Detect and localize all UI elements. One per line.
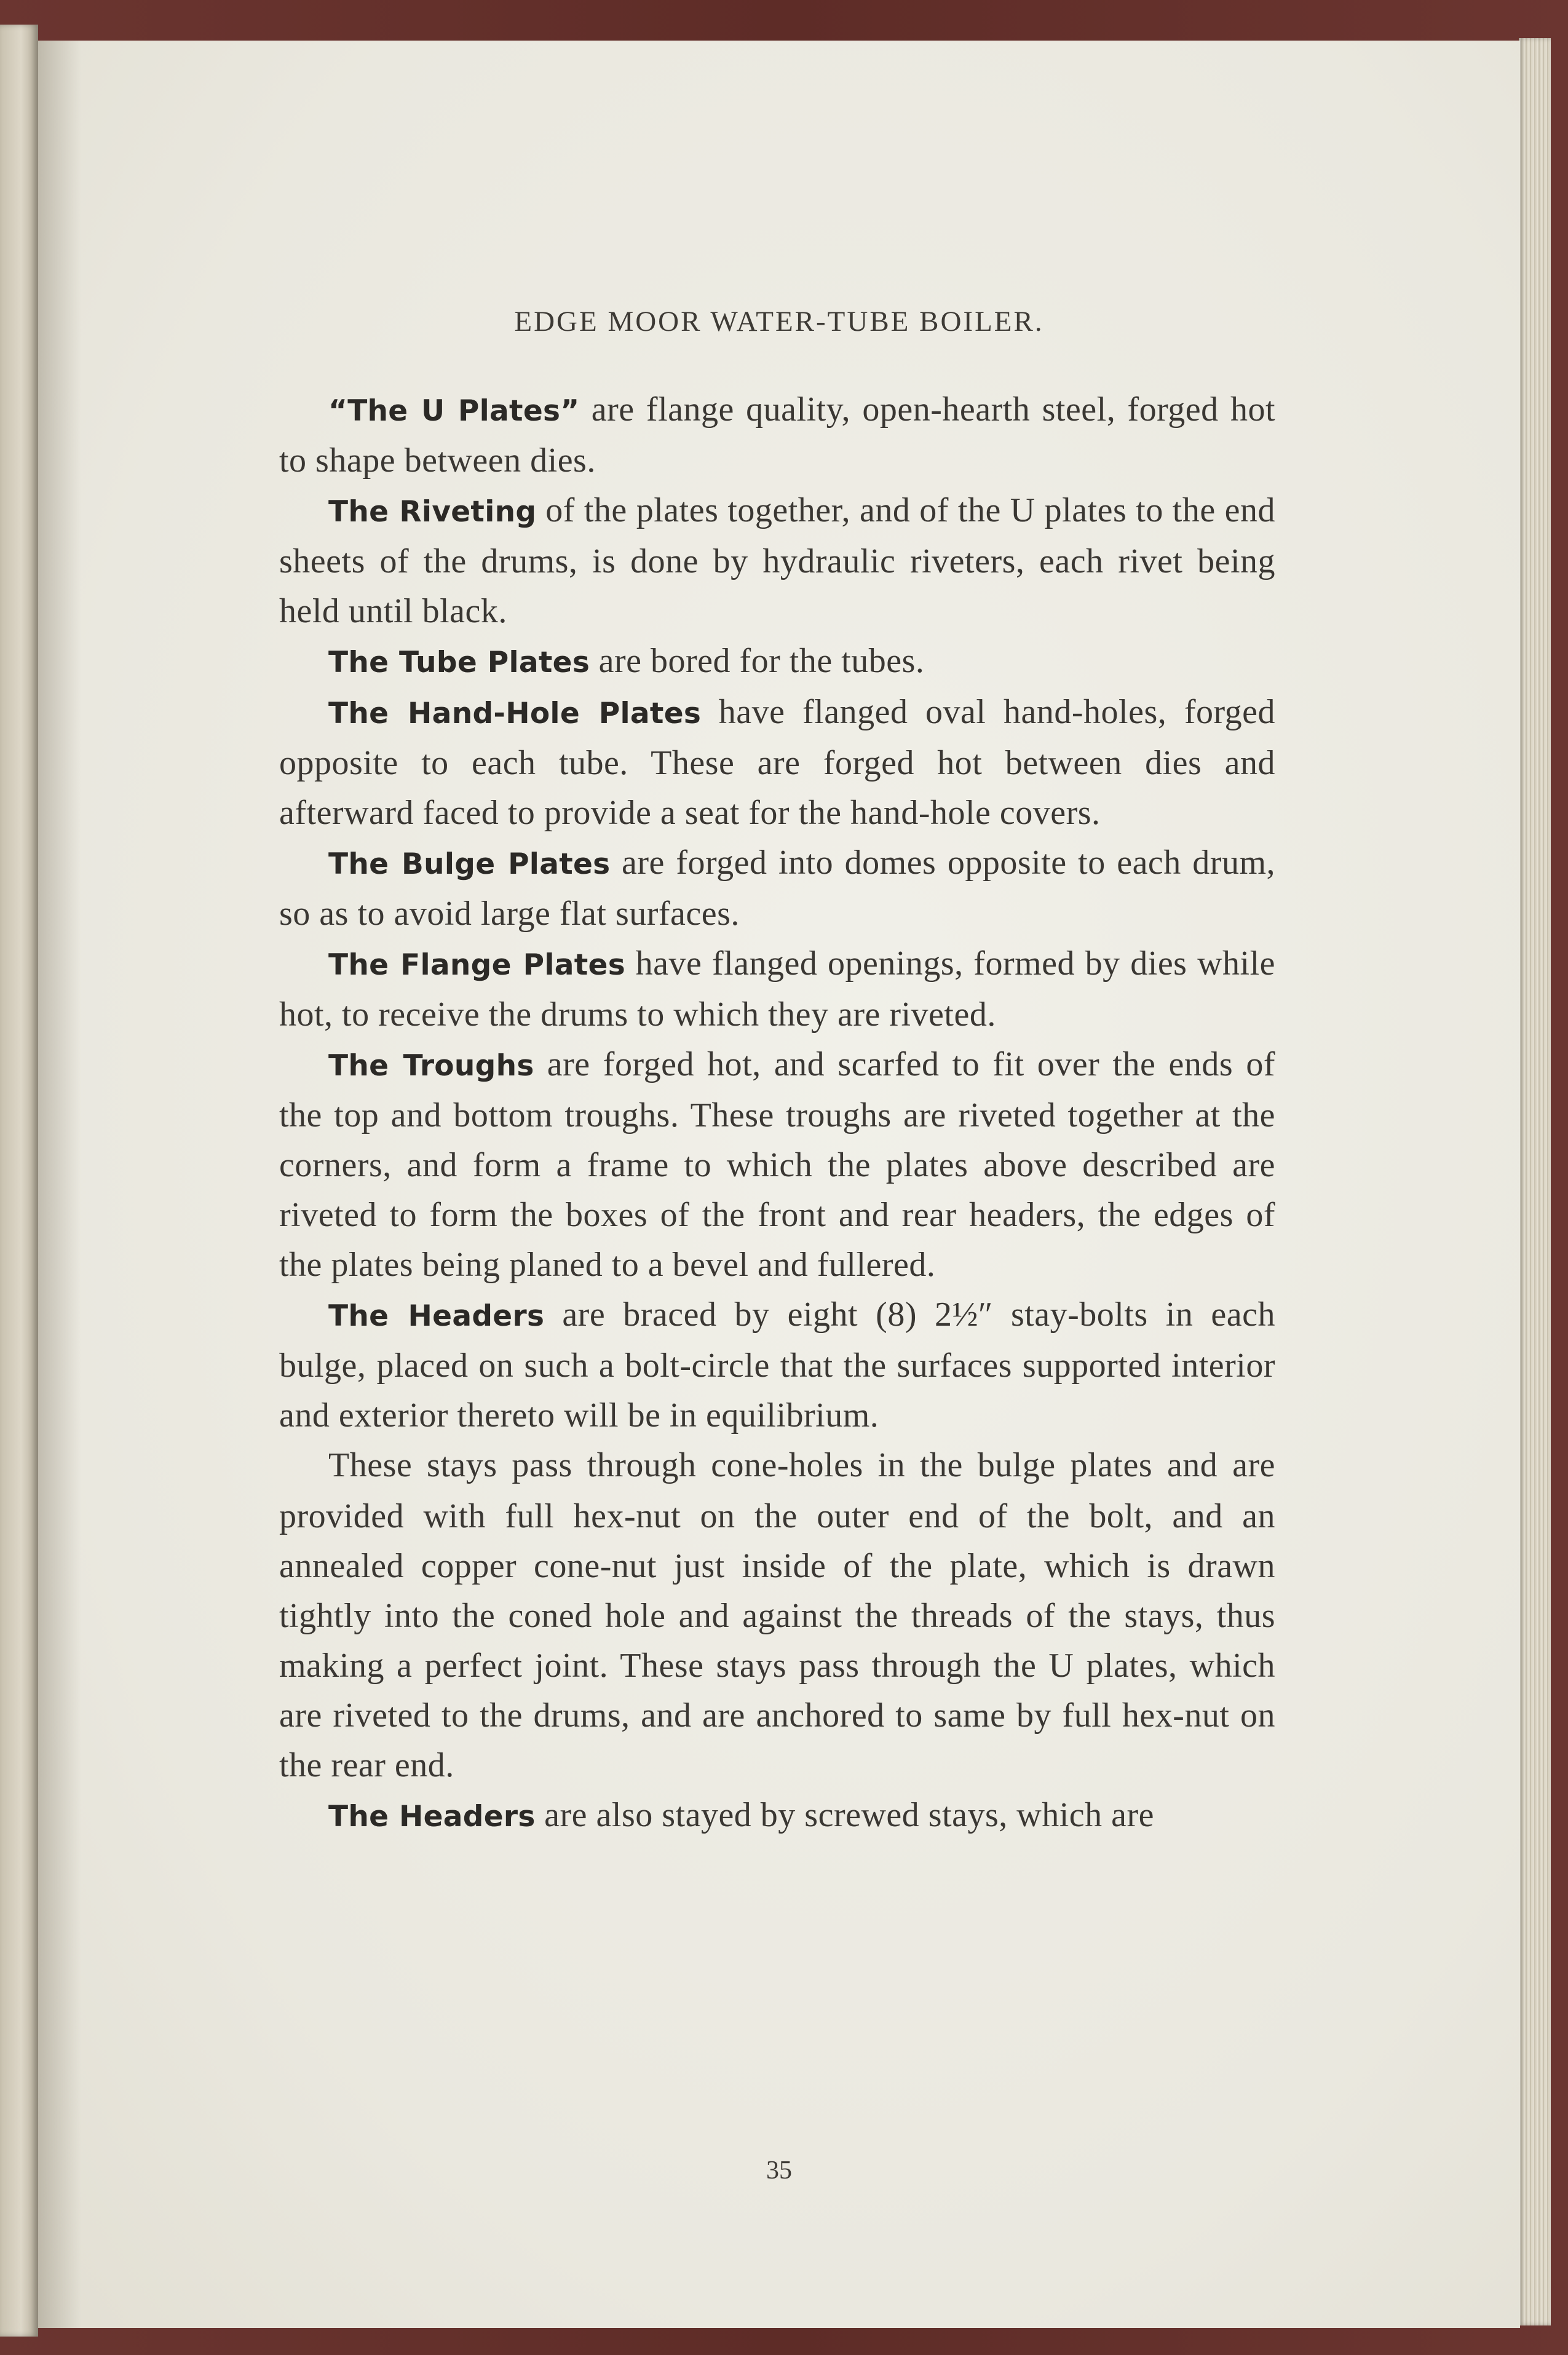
paragraph-riveting — [279, 486, 1275, 636]
paragraph-text: of the plates together, and of the U plates to the end sheets of the drums, is done by hydraulic riveters, each rivet being held until black. — [279, 491, 1275, 630]
paragraph-text: These stays pass through cone-holes in the bulge plates and are provided with full hex-nut on the outer end of the bolt, and an annealed copper cone-nut just inside of the plate, which is drawn tightly into the coned hole and against the threads of the stays, thus making a perfect joint. These stays pass through the U plates, which are riveted to the drums, and are anchored to same by full hex-nut on the rear end. — [279, 1446, 1275, 1784]
paragraph-bulge-plates — [279, 838, 1275, 939]
paragraph-lead: The Headers — [328, 1800, 536, 1834]
paragraph-lead: The Flange Plates — [328, 948, 625, 982]
paragraph-text: are flange quality, open-hearth steel, forged hot to shape between dies. — [279, 390, 1275, 480]
gutter-shadow — [38, 41, 81, 2328]
page-number: 35 — [766, 2156, 792, 2185]
paragraph-text: have flanged openings, formed by dies while hot, to receive the drums to which they are riveted. — [279, 944, 1276, 1034]
paragraph-tube-plates — [279, 636, 1275, 687]
paragraph-text: are also stayed by screwed stays, which are — [535, 1796, 1154, 1834]
paragraph-lead: The Tube Plates — [328, 646, 590, 679]
paragraph-lead: The Riveting — [328, 495, 537, 529]
body-text — [279, 385, 1275, 1842]
paragraph-lead: The Hand-Hole Plates — [328, 697, 702, 730]
paragraph-u-plates — [279, 385, 1275, 486]
paragraph-headers-braced — [279, 1290, 1275, 1441]
paragraph-hand-hole-plates — [279, 687, 1275, 838]
paragraph-text: are forged hot, and scarfed to fit over the ends of the top and bottom troughs. These troughs are riveted together at the corners, and form a frame to which the plates above described are riveted to form the boxes of the front and rear headers, the edges of the plates being planed to a bevel and fullered. — [279, 1045, 1275, 1284]
paragraph-lead: The Headers — [328, 1299, 545, 1333]
paragraph-text: are braced by eight (8) 2½″ stay-bolts in each bulge, placed on such a bolt-circle that the surfaces supported interior and exterior thereto will be in equilibrium. — [279, 1296, 1275, 1435]
paragraph-stays — [279, 1441, 1275, 1791]
book-page — [38, 41, 1520, 2328]
paragraph-text: have flanged oval hand-holes, forged opposite to each tube. These are forged hot between dies and afterward faced to provide a seat for the hand-hole covers. — [279, 693, 1275, 832]
paragraph-lead: The Bulge Plates — [328, 847, 611, 881]
paragraph-text: are bored for the tubes. — [590, 642, 925, 680]
paragraph-headers-stayed — [279, 1791, 1275, 1842]
paragraph-flange-plates — [279, 939, 1275, 1040]
paragraph-lead: “The U Plates” — [328, 394, 580, 428]
page-stack-edge — [1519, 38, 1551, 2325]
left-page-edge — [0, 25, 38, 2337]
paragraph-text: are forged into domes opposite to each drum, so as to avoid large flat surfaces. — [279, 844, 1276, 933]
paragraph-troughs — [279, 1040, 1275, 1290]
running-head: EDGE MOOR WATER-TUBE BOILER. — [514, 306, 1044, 338]
paragraph-lead: The Troughs — [328, 1049, 534, 1083]
